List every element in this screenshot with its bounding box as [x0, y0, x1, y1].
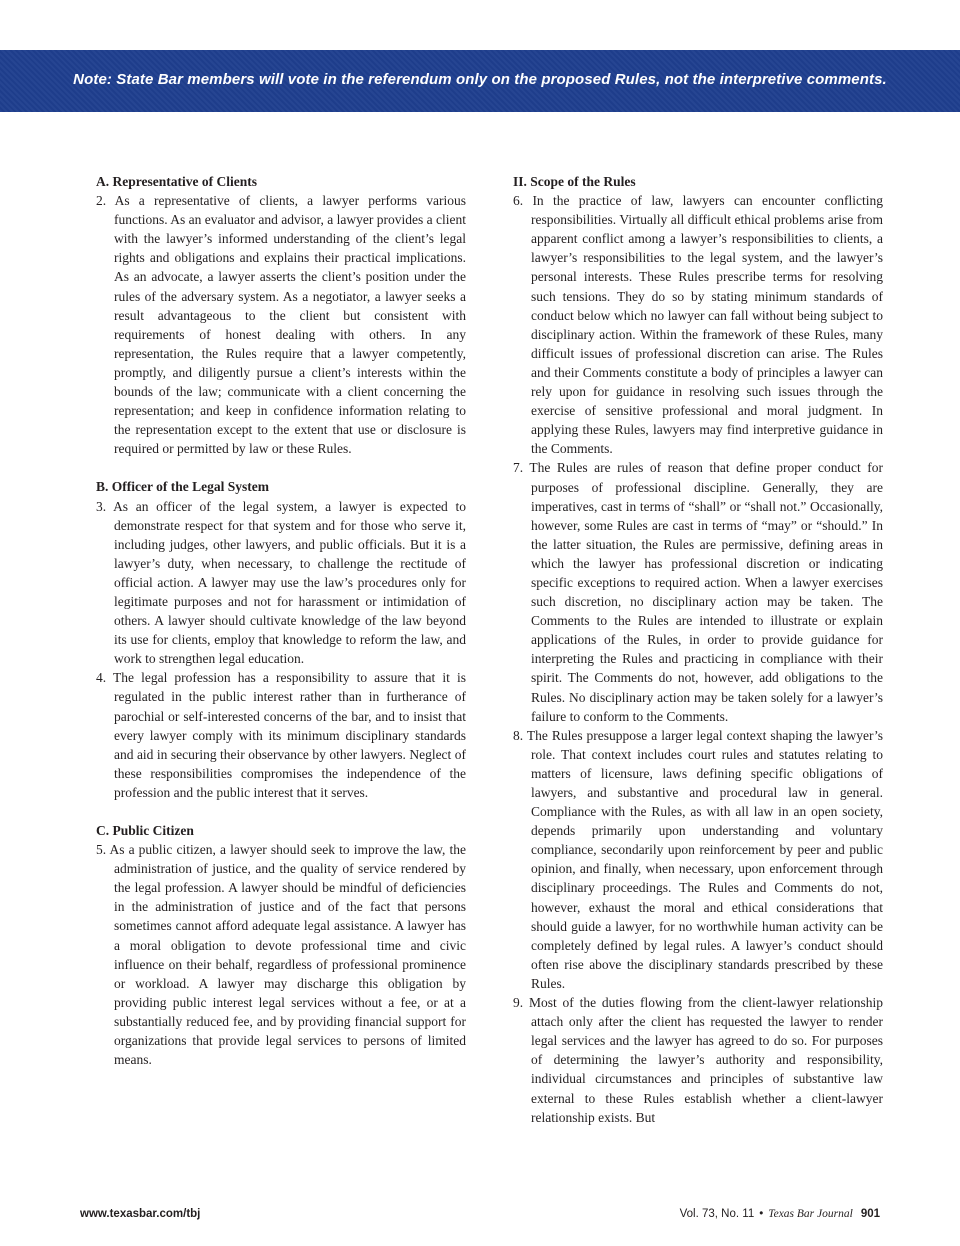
paragraph-text: As a representative of clients, a lawyer performs various functions. As an evaluator and advisor, a lawyer provides a client with the lawyer’s informed understanding of the client’s legal rights and obligations and explains their practical implications. As an advocate, a lawyer asserts the client’s position under the rules of the adversary system. As a negotiator, a lawyer seeks a result advantageous to the client but consistent with requirements of honest dealing with others. In any representation, the Rules require that a lawyer competently, promptly, and diligently pursue a client’s interests within the bounds of the law; communicate with a client concerning the representation; and keep in confidence information relating to the representation except to the extent that use or disclosure is required or permitted by law or these Rules.: [114, 193, 466, 457]
paragraph-2: [96, 191, 466, 458]
paragraph-number: 3.: [96, 498, 107, 514]
paragraph-text: Most of the duties flowing from the client-lawyer relationship attach only after the client has requested the lawyer to render legal services and the lawyer has agreed to do so. For purposes of determining the lawyer’s authority and responsibility, individual circumstances and principles of substantive law external to these Rules establish whether a client-lawyer relationship exists. But: [528, 995, 883, 1125]
paragraph-7: [513, 458, 883, 725]
note-banner: [0, 50, 960, 112]
paragraph-3: [96, 497, 466, 669]
paragraph-8: [513, 726, 883, 993]
footer-publication-info: [680, 1208, 880, 1220]
paragraph-4: [96, 668, 466, 802]
footer-journal-title: Texas Bar Journal: [768, 1208, 853, 1220]
paragraph-text: As a public citizen, a lawyer should seek to improve the law, the administration of justice, and the quality of service rendered by the legal profession. A lawyer should be mindful of deficiencies in the administration of justice and of the fact that persons sometimes cannot afford adequate legal assistance. A lawyer has a moral obligation to devote professional time and civic influence on their behalf, regardless of professional prominence or workload. A lawyer may discharge this obligation by providing public interest legal services without a fee, or at a substantially reduced fee, and by providing financial support for organizations that provide legal services to persons of limited means.: [109, 842, 466, 1068]
footer-website-link[interactable]: www.texasbar.com/tbj: [80, 1208, 201, 1220]
page-footer: [80, 1208, 880, 1226]
paragraph-text: The Rules are rules of reason that define proper conduct for purposes of professional discipline. Generally, they are imperatives, cast in terms of “shall” or “shall not.” Occasionally, however, some Rules are cast in terms of “may” or “should.” In the latter situation, the Rules are permissive, defining areas in which the lawyer has professional discretion or indicating specific exceptions to required action. When a lawyer exercises such discretion, no disciplinary action may be taken. The Comments to the Rules are intended to illustrate or explain applications of the Rules, in order to provide guidance for interpreting the Rules and practicing in compliance with their spirit. The Comments do not, however, add obligations to the Rules. No disciplinary action may be taken solely for a lawyer’s failure to conform to the Comments.: [529, 460, 883, 724]
paragraph-9: [513, 993, 883, 1127]
section-heading-a: A. Representative of Clients: [96, 174, 257, 189]
paragraph-number: 4.: [96, 670, 107, 686]
paragraph-number: 6.: [513, 193, 524, 209]
paragraph-text: The Rules presuppose a larger legal context shaping the lawyer’s role. That context includes court rules and statutes relating to matters of licensure, laws defining specific obligations of lawyers, and substantive and procedural law in general. Compliance with the Rules, as with all law in an open society, depends primarily upon understanding and voluntary compliance, secondarily upon reinforcement by peer and public opinion, and finally, when necessary, upon enforcement through disciplinary proceedings. The Rules and Comments do not, however, exhaust the moral and ethical considerations that should guide a lawyer, for no worthwhile human activity can be completely defined by legal rules. A lawyer’s conduct should often rise above the disciplinary standards prescribed by these Rules.: [526, 727, 883, 991]
paragraph-number: 7.: [513, 460, 524, 476]
paragraph-number: 2.: [96, 193, 107, 209]
section-heading-ii: II. Scope of the Rules: [513, 174, 636, 189]
paragraph-text: As an officer of the legal system, a lawyer is expected to demonstrate respect for that system and for those who serve it, including judges, other lawyers, and public officials. But it is a lawyer’s duty, when necessary, to challenge the rectitude of official action. A lawyer may use the law’s procedures only for legitimate purposes and not for harassment or intimidation of others. A lawyer should cultivate knowledge of the law beyond its use for clients, employ that knowledge to reform the law, and work to strengthen legal education.: [113, 498, 466, 667]
paragraph-6: [513, 191, 883, 458]
banner-note: Note: State Bar members will vote in the referendum only on the proposed Rules, not the interpretive comments.: [73, 71, 887, 88]
section-heading-b: B. Officer of the Legal System: [96, 479, 269, 495]
section-heading-c: C. Public Citizen: [96, 823, 194, 838]
paragraph-5: [96, 840, 466, 1069]
paragraph-number: 9.: [513, 995, 524, 1011]
paragraph-number: 5.: [96, 842, 107, 858]
paragraph-number: 8.: [513, 727, 524, 743]
right-column: [513, 172, 883, 1127]
footer-bullet: •: [759, 1208, 764, 1220]
page-number: 901: [860, 1208, 880, 1220]
paragraph-text: In the practice of law, lawyers can encounter conflicting responsibilities. Virtually all difficult ethical problems arise from apparent conflict among a lawyer’s responsibilities to clients, a lawyer’s responsibilities to the legal system, and the lawyer’s personal interests. These Rules prescribe terms for resolving such tensions. They do so by stating minimum standards of conduct below which no lawyer can fall without being subject to disciplinary action. Within the framework of these Rules, many difficult issues of professional discretion can arise. The Rules and their Comments constitute a body of principles a lawyer can rely upon for guidance in resolving such issues through the exercise of sensitive professional and moral judgment. In applying these Rules, lawyers may find interpretive guidance in the Comments.: [531, 193, 883, 457]
footer-volume: Vol. 73, No. 11: [679, 1208, 755, 1220]
paragraph-text: The legal profession has a responsibility to assure that it is regulated in the public interest rather than in furtherance of parochial or self-interested concerns of the bar, and to insist that every lawyer comply with its minimum disciplinary standards and aid in securing their observance by other lawyers. Neglect of these responsibilities compromises the independence of the profession and the public interest that it serves.: [113, 670, 466, 800]
left-column: [96, 172, 466, 1069]
